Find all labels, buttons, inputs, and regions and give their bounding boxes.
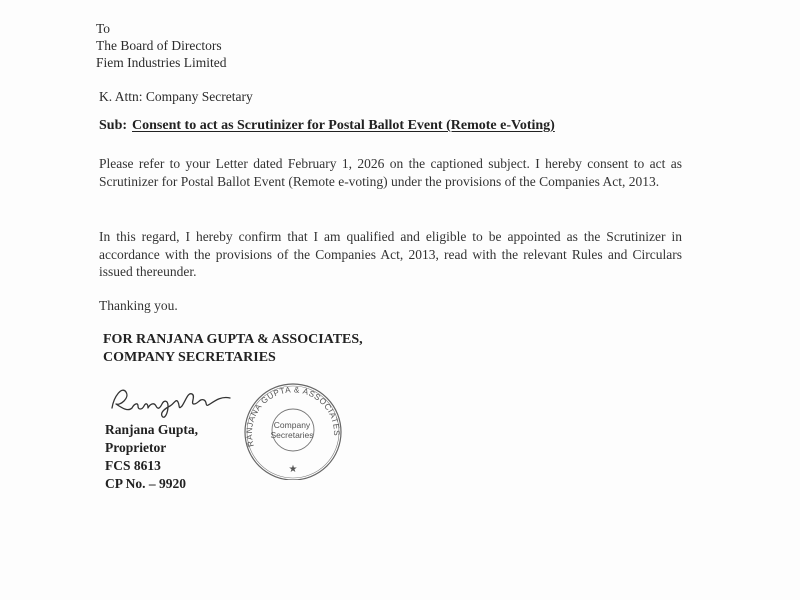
address-recipient: The Board of Directors: [96, 38, 222, 53]
stamp-center-text: [237, 380, 347, 480]
firm-block: [103, 331, 363, 367]
closing-line: Thanking you.: [99, 298, 178, 313]
signatory-cp: CP No. – 9920: [105, 476, 186, 491]
address-to: To: [96, 21, 111, 36]
subject-text: Consent to act as Scrutinizer for Postal Ballot Event (Remote e-Voting): [132, 118, 555, 133]
attention-line: K. Attn: Company Secretary: [99, 89, 253, 104]
company-stamp: [237, 380, 347, 480]
stamp-ring-text: RANJANA GUPTA & ASSOCIATES: [244, 385, 342, 448]
signatory-block: [105, 421, 198, 493]
stamp-center-line-1: Company: [273, 420, 311, 430]
signatory-name: Ranjana Gupta,: [105, 422, 199, 437]
body-paragraph-2: In this regard, I hereby confirm that I am qualified and eligible to be appointed as the Scrutinizer in accordance with the provisions of the Companies Act, 2013, read with the relevant Rules and Circulars issued thereunder.: [99, 229, 682, 279]
stamp-center-line-2: Secretaries: [270, 430, 314, 440]
signatory-fcs: FCS 8613: [105, 458, 161, 473]
stamp-star-icon: ★: [288, 464, 298, 475]
subject-label: Sub:: [99, 118, 128, 133]
firm-designation: COMPANY SECRETARIES: [103, 350, 276, 365]
firm-name: FOR RANJANA GUPTA & ASSOCIATES,: [103, 332, 363, 347]
signatory-title: Proprietor: [105, 440, 167, 455]
body-paragraph-1: Please refer to your Letter dated February 1, 2026 on the captioned subject. I hereby consent to act as Scrutinizer for Postal Ballot Event (Remote e-voting) under the provisions of the Companies Act, 2013.: [99, 156, 682, 189]
subject-line: [99, 118, 555, 134]
address-block: [96, 20, 227, 71]
address-company: Fiem Industries Limited: [96, 55, 227, 70]
